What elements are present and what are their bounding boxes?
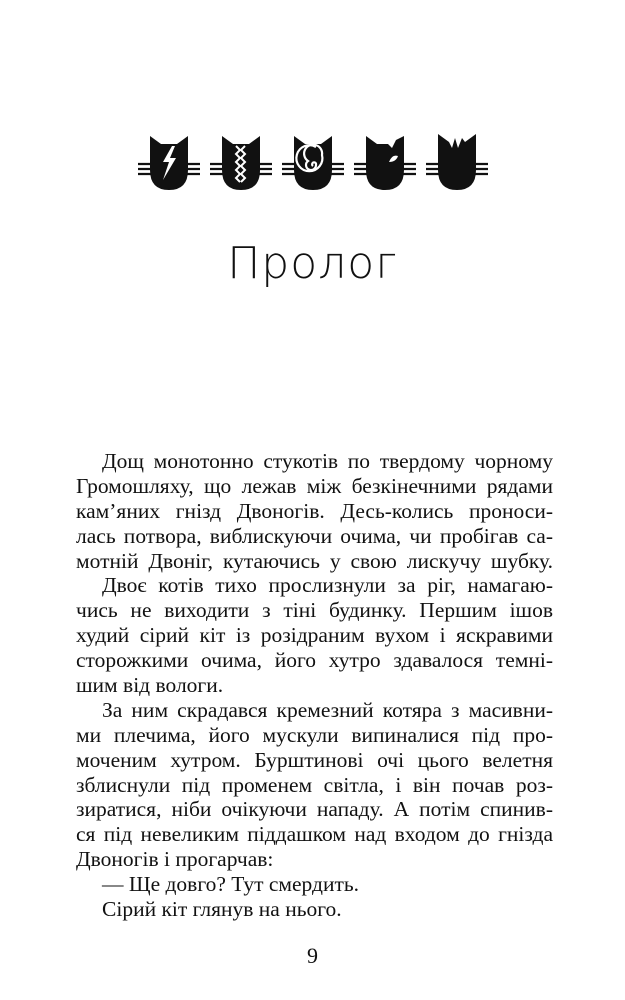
cat-leaf-icon xyxy=(352,128,418,194)
chapter-title: Пролог xyxy=(227,238,398,289)
text-line: Двоє котів тихо прослизнули за ріг, намагаю- xyxy=(102,573,553,598)
text-line: лась потвора, виблискуючи очима, чи пробігав са- xyxy=(76,523,553,548)
text-line: кам’яних гнізд Двоногів. Десь-колись проноси- xyxy=(76,498,553,523)
text-line: ся під невеликим піддашком над входом до гнізда xyxy=(76,822,553,847)
text-line: зблиснули під променем світла, і він почав роз- xyxy=(76,772,553,797)
text-line: сторожкими очима, його хутро здавалося темні- xyxy=(76,648,553,673)
page-number: 9 xyxy=(307,943,318,968)
cat-spiral-icon xyxy=(280,128,346,194)
text-line: шим від вологи. xyxy=(76,673,224,698)
text-line: За ним скрадався кремезний котяра з масивни- xyxy=(102,697,553,722)
text-line: чись не виходити з тіні будинку. Першим ішов xyxy=(76,598,553,623)
text-line: худий сірий кіт із розідраним вухом і яскравими xyxy=(76,623,553,648)
cat-zigzag-icon xyxy=(208,128,274,194)
text-line: Сірий кіт глянув на нього. xyxy=(102,897,342,922)
text-line: Двоногів і прогарчав: xyxy=(76,847,274,872)
text-line: зиратися, ніби очікуючи нападу. А потім спинив- xyxy=(76,797,553,822)
cat-lightning-icon xyxy=(136,128,202,194)
text-line: Громошляху, що лежав між безкінечними рядами xyxy=(76,473,553,498)
text-line: ми плечима, його мускули випиналися під про- xyxy=(76,722,553,747)
chapter-icons xyxy=(0,128,625,194)
body-text xyxy=(76,449,553,922)
cat-torn-ear-icon xyxy=(424,128,490,194)
text-line: — Ще довго? Тут смердить. xyxy=(102,872,360,897)
text-line: моченим хутром. Бурштинові очі цього велетня xyxy=(76,747,553,772)
text-line: мотній Двоніг, кутаючись у свою лискучу шубку. xyxy=(76,548,553,573)
text-line: Дощ монотонно стукотів по твердому чорному xyxy=(102,449,553,473)
